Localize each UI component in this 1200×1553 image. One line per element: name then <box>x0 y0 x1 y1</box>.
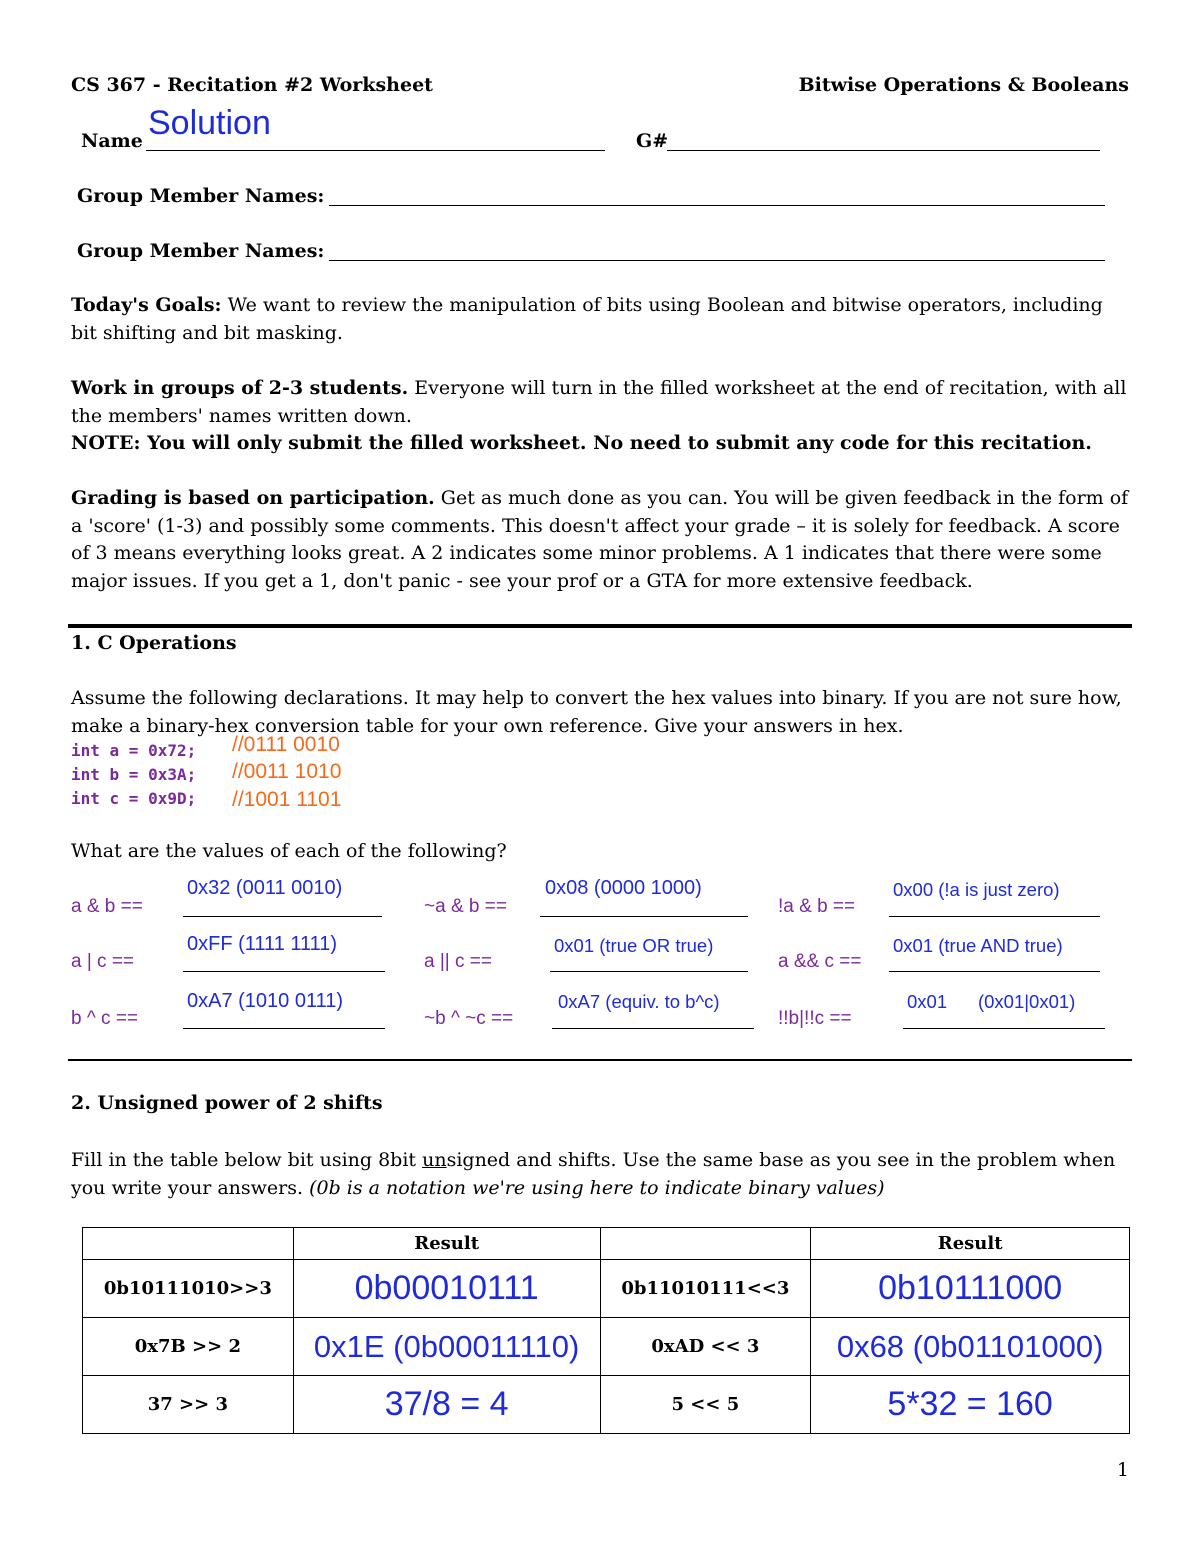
goals-text: We want to review the manipulation of bits using Boolean and bitwise operators, including bit shifting and bit masking. <box>71 294 1103 344</box>
section2-instr-un: un <box>422 1149 447 1171</box>
section-divider-thick <box>68 624 1132 628</box>
section2-instr-italic: (0b is a notation we're using here to indicate binary values) <box>309 1176 885 1199</box>
declaration-c-comment: //1001 1101 <box>232 788 342 811</box>
answer-line-4[interactable] <box>183 971 385 972</box>
answer-line-3[interactable] <box>889 916 1100 917</box>
table-header-cell <box>600 1228 811 1260</box>
expr-not-b-xor-not-c: ~b ^ ~c == <box>424 1008 514 1029</box>
answer-7: 0xA7 (1010 0111) <box>187 990 344 1012</box>
name-field-line[interactable] <box>146 150 605 151</box>
goals-paragraph <box>71 292 1131 347</box>
section-divider-thin <box>68 1059 1132 1061</box>
shift-problem: 0x7B >> 2 <box>83 1318 294 1376</box>
table-header-result: Result <box>811 1228 1130 1260</box>
g-number-label: G# <box>636 130 669 152</box>
grading-text: Get as much done as you can. You will be given feedback in the form of a 'score' (1-3) and possibly some comments. This doesn't affect your grade – it is solely for feedback. A score of 3 means everything looks great. A 2 indicates some minor problems. A 1 indicates that there were some major issues. If you get a 1, don't panic - see your prof or a GTA for more extensive feedback. <box>71 487 1129 592</box>
groups-heading: Work in groups of 2-3 students. <box>71 377 409 399</box>
declaration-a: int a = 0x72; <box>71 741 197 760</box>
table-header-cell <box>83 1228 294 1260</box>
answer-line-8[interactable] <box>552 1028 754 1029</box>
answer-line-2[interactable] <box>540 916 748 917</box>
name-value: Solution <box>148 104 271 142</box>
expr-lnot-lnot-b-or-c: !!b|!!c == <box>778 1008 852 1029</box>
answer-line-1[interactable] <box>183 916 382 917</box>
declaration-c: int c = 0x9D; <box>71 789 197 808</box>
table-header-result: Result <box>293 1228 600 1260</box>
answer-6: 0x01 (true AND true) <box>893 935 1063 956</box>
section1-title: 1. C Operations <box>71 632 237 654</box>
section1-instructions: Assume the following declarations. It may help to convert the hex values into binary. If you are not sure how, make a binary-hex conversion table for your own reference. Give your answers in hex. <box>71 687 1122 737</box>
goals-heading: Today's Goals: <box>71 294 222 316</box>
section2-title: 2. Unsigned power of 2 shifts <box>71 1092 383 1114</box>
answer-9: 0x01 (0x01|0x01) <box>907 991 1076 1012</box>
answer-line-6[interactable] <box>889 971 1100 972</box>
table-row <box>83 1260 1130 1318</box>
group-member-label-2: Group Member Names: <box>77 240 325 262</box>
group-member-label-1: Group Member Names: <box>77 185 325 207</box>
shift-answer[interactable]: 0x68 (0b01101000) <box>811 1318 1130 1376</box>
name-label: Name <box>81 130 143 152</box>
table-header-row <box>83 1228 1130 1260</box>
groups-text: Everyone will turn in the filled worksheet at the end of recitation, with all the members' names written down. <box>71 377 1127 427</box>
declaration-b-comment: //0011 1010 <box>232 760 342 783</box>
shift-answer[interactable]: 5*32 = 160 <box>811 1376 1130 1434</box>
shift-answer[interactable]: 37/8 = 4 <box>293 1376 600 1434</box>
section1-question: What are the values of each of the following? <box>71 840 507 862</box>
answer-8: 0xA7 (equiv. to b^c) <box>558 991 720 1012</box>
shift-problem: 0b11010111<<3 <box>600 1260 811 1318</box>
expr-a-and-b: a & b == <box>71 896 143 917</box>
answer-2: 0x08 (0000 1000) <box>545 877 702 899</box>
worksheet-title: CS 367 - Recitation #2 Worksheet <box>71 74 433 96</box>
worksheet-topic: Bitwise Operations & Booleans <box>798 74 1129 96</box>
group-member-field-1[interactable] <box>329 205 1105 206</box>
table-row <box>83 1376 1130 1434</box>
expr-a-lor-c: a || c == <box>424 951 492 972</box>
answer-3: 0x00 (!a is just zero) <box>893 879 1060 900</box>
g-number-field-line[interactable] <box>667 150 1100 151</box>
page-number: 1 <box>1116 1459 1129 1481</box>
shift-answer[interactable]: 0x1E (0b00011110) <box>293 1318 600 1376</box>
section2-instr-post: signed and shifts. Use the same base as you see in the problem when you write your answers. <box>71 1149 1116 1199</box>
expr-b-xor-c: b ^ c == <box>71 1008 139 1029</box>
declaration-b: int b = 0x3A; <box>71 765 197 784</box>
groups-paragraph <box>71 375 1131 430</box>
note-text: NOTE: You will only submit the filled worksheet. No need to submit any code for this recitation. <box>71 432 1092 454</box>
answer-5: 0x01 (true OR true) <box>554 935 714 956</box>
expr-lnot-a-and-b: !a & b == <box>778 896 856 917</box>
shift-answer[interactable]: 0b10111000 <box>811 1260 1130 1318</box>
shift-problem: 37 >> 3 <box>83 1376 294 1434</box>
section2-instr-pre: Fill in the table below bit using 8bit <box>71 1149 423 1171</box>
answer-line-5[interactable] <box>550 971 748 972</box>
expr-not-a-and-b: ~a & b == <box>424 896 507 917</box>
answer-4: 0xFF (1111 1111) <box>187 933 338 955</box>
answer-line-7[interactable] <box>183 1028 385 1029</box>
group-member-field-2[interactable] <box>329 260 1105 261</box>
section2-instructions <box>71 1147 1131 1202</box>
shift-problem: 0b10111010>>3 <box>83 1260 294 1318</box>
shift-table <box>82 1227 1130 1434</box>
grading-paragraph <box>71 485 1131 595</box>
shift-problem: 0xAD << 3 <box>600 1318 811 1376</box>
shift-problem: 5 << 5 <box>600 1376 811 1434</box>
answer-line-9[interactable] <box>903 1028 1105 1029</box>
grading-heading: Grading is based on participation. <box>71 487 435 509</box>
declaration-a-comment: //0111 0010 <box>232 733 340 756</box>
expr-a-land-c: a && c == <box>778 951 862 972</box>
table-row <box>83 1318 1130 1376</box>
expr-a-or-c: a | c == <box>71 951 135 972</box>
shift-answer[interactable]: 0b00010111 <box>293 1260 600 1318</box>
answer-1: 0x32 (0011 0010) <box>187 877 343 899</box>
